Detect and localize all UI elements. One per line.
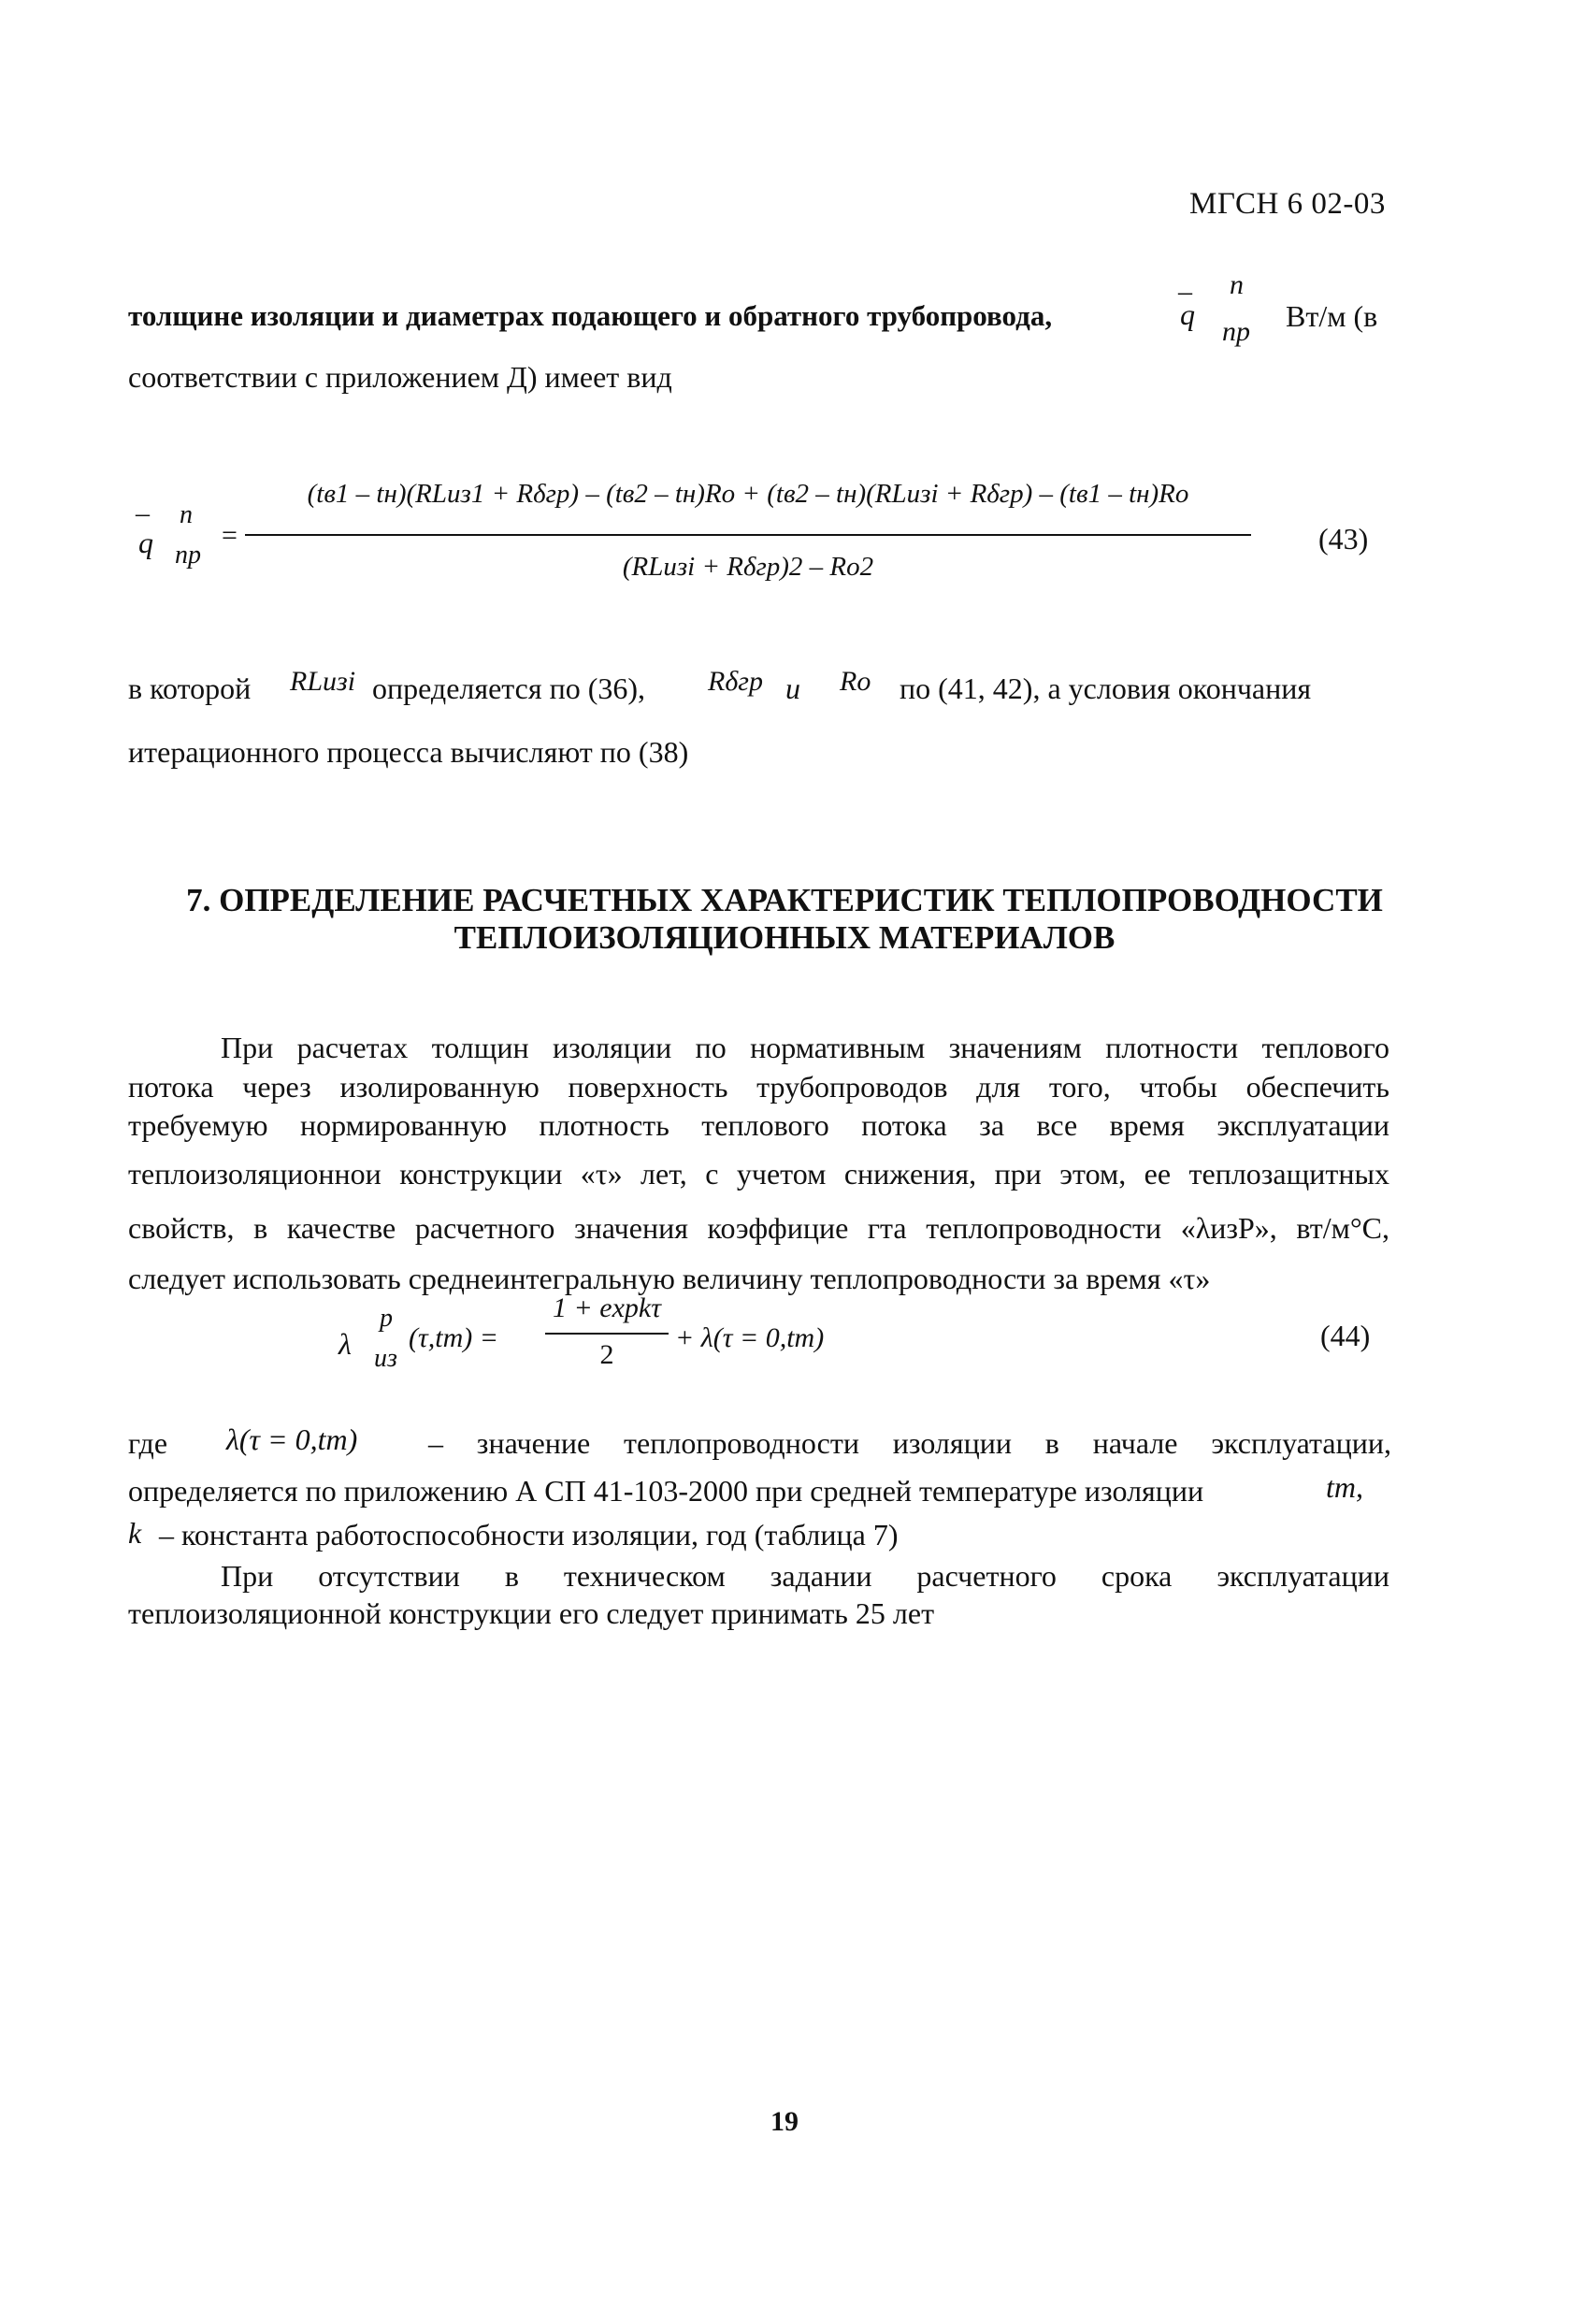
eq44-sup-p: p xyxy=(380,1304,393,1333)
eq43-denominator: (RLизi + Rδгр)2 – Ro2 xyxy=(622,552,874,582)
document-code: МГСН 6 02-03 xyxy=(1189,187,1386,221)
para1-line-3: требуемую нормированную плотность теплового потока за все время эксплуатации xyxy=(128,1108,1389,1142)
eq43-lhs-q: q xyxy=(138,526,153,559)
para1-line-4: теплоизоляционнои конструкции «τ» лет, с учетом снижения, при этом, ее теплозащитных xyxy=(128,1157,1389,1191)
after43-text-2: определяется по (36), xyxy=(372,671,646,705)
section-heading-line-2: ТЕПЛОИЗОЛЯЦИОННЫХ МАТЕРИАЛОВ xyxy=(453,919,1116,956)
where-k: k xyxy=(128,1516,142,1550)
after43-sym-2: Rδгр xyxy=(708,666,763,697)
intro-q-bar: – xyxy=(1178,276,1192,307)
intro-sub-np: np xyxy=(1222,316,1250,347)
after43-text-3: и xyxy=(785,671,800,705)
where-line-2: определяется по приложению А СП 41-103-2000 при средней температуре изоляции xyxy=(128,1474,1204,1508)
eq43-lhs-bar: – xyxy=(136,498,150,528)
where-expr: λ(τ = 0,tm) xyxy=(226,1422,358,1456)
intro-line-2: соответствии с приложением Д) имеет вид xyxy=(128,360,672,394)
after43-text-1: в которой xyxy=(128,671,252,705)
where-word: где xyxy=(128,1426,168,1460)
where-tm: tm, xyxy=(1326,1470,1363,1504)
eq43-numerator: (tв1 – tн)(RLиз1 + Rδгр) – (tв2 – tн)Ro + (tв2 – tн)(RLизi + Rδгр) – (tв1 – tн)Ro xyxy=(307,479,1189,509)
eq43-equals: = xyxy=(222,520,238,551)
eq44-lambda: λ xyxy=(338,1327,352,1361)
intro-unit: Вт/м (в xyxy=(1286,299,1378,333)
where-line-3: – константа работоспособности изоляции, год (таблица 7) xyxy=(159,1518,899,1552)
intro-q-symbol: q xyxy=(1180,297,1195,331)
intro-line-1: толщине изоляции и диаметрах подающего и обратного трубопровода, xyxy=(128,299,1053,332)
para1-line-1: При расчетах толщин изоляции по нормативным значениям плотности теплового xyxy=(221,1031,1389,1064)
after43-sym-1: RLизi xyxy=(290,666,356,697)
eq44-denominator: 2 xyxy=(599,1339,614,1370)
para1-line-5: свойств, в качестве расчетного значения коэффицие гта теплопроводности «λизP», вт/м°С, xyxy=(128,1211,1389,1245)
eq43-fraction-line xyxy=(245,534,1251,536)
eq44-numerator: 1 + expkτ xyxy=(553,1292,661,1323)
page-number: 19 xyxy=(770,2106,799,2137)
after43-line-2: итерационного процесса вычисляют по (38) xyxy=(128,735,689,769)
eq43-lhs-np: np xyxy=(175,541,201,570)
eq44-number: (44) xyxy=(1320,1319,1371,1352)
after43-text-4: по (41, 42), а условия окончания xyxy=(900,671,1312,705)
intro-sup-n: n xyxy=(1230,269,1244,300)
after43-sym-3: Ro xyxy=(840,666,871,697)
eq43-number: (43) xyxy=(1318,522,1369,556)
para1-last-line: следует использовать среднеинтегральную величину теплопроводности за время «τ» xyxy=(128,1262,1211,1295)
para1-line-2: потока через изолированную поверхность трубопроводов для того, чтобы обеспечить xyxy=(128,1070,1389,1104)
eq44-args: (τ,tm) = xyxy=(409,1322,498,1353)
para2-line-1: При отсутствии в техническом задании расчетного срока эксплуатации xyxy=(221,1559,1389,1593)
where-rest: – значение теплопроводности изоляции в начале эксплуатации, xyxy=(428,1426,1391,1460)
para2-line-2: теплоизоляционной конструкции его следует принимать 25 лет xyxy=(128,1596,935,1630)
eq44-sub-iz: из xyxy=(374,1344,397,1373)
eq44-tail: + λ(τ = 0,tm) xyxy=(675,1322,825,1353)
eq44-fraction-line xyxy=(545,1333,669,1335)
section-heading-line-1: 7. ОПРЕДЕЛЕНИЕ РАСЧЕТНЫХ ХАРАКТЕРИСТИК ТЕПЛОПРОВОДНОСТИ xyxy=(186,882,1383,918)
eq43-lhs-n: n xyxy=(180,500,193,529)
